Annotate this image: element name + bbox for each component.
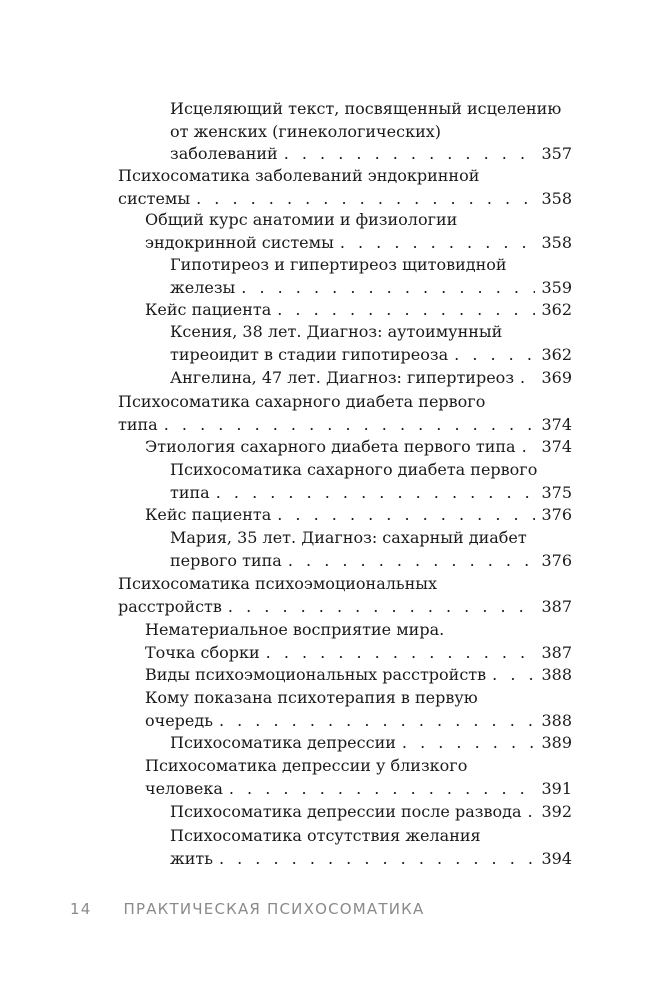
leader-dots xyxy=(492,664,535,686)
toc-page-number: 394 xyxy=(541,848,572,868)
toc-entry-text: человека xyxy=(145,778,223,798)
leader-dots xyxy=(219,848,536,870)
toc-entry-text: заболеваний xyxy=(170,144,278,163)
toc-entry xyxy=(145,504,572,527)
leader-dots xyxy=(522,436,536,458)
toc-entry-text: типа xyxy=(170,482,210,502)
leader-dots xyxy=(229,778,536,800)
toc-entry xyxy=(145,664,572,687)
toc-entry-text: Точка сборки xyxy=(145,642,260,662)
toc-page-number: 387 xyxy=(541,642,572,662)
toc-page-number: 387 xyxy=(541,596,572,616)
toc-entry-text: первого типа xyxy=(170,550,282,570)
toc-entry-text: тиреоидит в стадии гипотиреоза xyxy=(170,344,449,364)
toc-page-number: 392 xyxy=(541,802,572,821)
toc-entry-text: жить xyxy=(170,848,213,868)
leader-dots xyxy=(454,344,535,366)
leader-dots xyxy=(266,642,536,664)
toc-entry xyxy=(145,755,572,800)
toc-page-number: 359 xyxy=(541,277,572,297)
toc-entry xyxy=(145,619,572,664)
toc-page-number: 375 xyxy=(541,482,572,502)
toc-entry-text: Нематериальное восприятие мира. xyxy=(145,620,445,639)
toc-entry xyxy=(170,459,572,504)
leader-dots xyxy=(241,277,535,299)
toc-entry xyxy=(118,391,572,436)
toc-entry xyxy=(145,687,572,732)
toc-entry-text: системы xyxy=(118,188,191,208)
leader-dots xyxy=(216,482,536,504)
toc-page-number: 389 xyxy=(541,733,572,752)
leader-dots xyxy=(228,596,536,618)
toc-page-number: 362 xyxy=(541,300,572,319)
toc-entry xyxy=(170,254,572,299)
leader-dots xyxy=(284,143,536,165)
toc-entry xyxy=(145,299,572,322)
toc-entry xyxy=(170,321,572,366)
toc-entry-text: Психосоматика депрессии после развода xyxy=(170,802,522,821)
toc-page-number: 374 xyxy=(541,437,572,456)
toc-entry-text: эндокринной системы xyxy=(145,232,334,252)
toc-page-number: 358 xyxy=(541,232,572,252)
toc-entry-text: Кейс пациента xyxy=(145,300,272,319)
leader-dots xyxy=(340,232,536,254)
footer-book-title: ПРАКТИЧЕСКАЯ ПСИХОСОМАТИКА xyxy=(123,900,425,918)
toc-entry-text: Кому показана психотерапия в первую xyxy=(145,688,478,707)
toc-entry xyxy=(170,801,572,824)
toc-entry-text: Психосоматика отсутствия желания xyxy=(170,826,481,845)
toc-entry-text: Ксения, 38 лет. Диагноз: аутоимунный xyxy=(170,322,503,341)
leader-dots xyxy=(520,367,535,389)
toc-entry-text: расстройств xyxy=(118,596,222,616)
toc-page-number: 391 xyxy=(541,778,572,798)
toc-entry-text: от женских (гинекологических) xyxy=(170,121,441,141)
toc-entry-text: железы xyxy=(170,277,236,297)
toc-entry-text: Психосоматика заболеваний эндокринной xyxy=(118,166,480,185)
leader-dots xyxy=(196,188,535,210)
toc-entry-text: очередь xyxy=(145,710,213,730)
toc-entry-text: Психосоматика депрессии у близкого xyxy=(145,756,468,775)
leader-dots xyxy=(402,732,536,754)
leader-dots xyxy=(528,801,536,823)
leader-dots xyxy=(164,414,536,436)
toc-entry xyxy=(145,436,572,459)
toc-entry-text: типа xyxy=(118,414,158,434)
toc-page-number: 376 xyxy=(541,550,572,570)
toc-page-number: 369 xyxy=(541,368,572,387)
toc-page-number: 376 xyxy=(541,505,572,524)
toc-entry-text: Психосоматика сахарного диабета первого xyxy=(118,392,486,411)
toc-entry xyxy=(170,98,572,166)
toc-entry xyxy=(170,732,572,755)
toc-page-number: 388 xyxy=(541,710,572,730)
leader-dots xyxy=(288,550,536,572)
toc-entry-text: Исцеляющий текст, посвященный исцелению xyxy=(170,99,562,118)
leader-dots xyxy=(277,299,535,321)
toc-entry-text: Гипотиреоз и гипертиреоз щитовидной xyxy=(170,255,507,274)
leader-dots xyxy=(219,710,536,732)
toc-entry xyxy=(145,209,572,254)
toc-entry-text: Виды психоэмоциональных расстройств xyxy=(145,665,487,684)
toc-page-number: 388 xyxy=(541,665,572,684)
footer-page-number: 14 xyxy=(70,900,92,918)
toc-entry xyxy=(170,527,572,572)
toc-entry-text: Психосоматика сахарного диабета первого xyxy=(170,460,538,479)
toc-page-number: 358 xyxy=(541,188,572,208)
toc-entry-text: Этиология сахарного диабета первого типа xyxy=(145,437,516,456)
toc-entry xyxy=(170,367,572,390)
toc-page-number: 357 xyxy=(541,144,572,163)
toc-entry xyxy=(118,573,572,618)
toc-entry-text: Общий курс анатомии и физиологии xyxy=(145,210,458,229)
toc-entry xyxy=(118,165,572,210)
toc-entry xyxy=(170,825,572,870)
toc-entry-text: Ангелина, 47 лет. Диагноз: гипертиреоз xyxy=(170,368,515,387)
toc-entry-text: Мария, 35 лет. Диагноз: сахарный диабет xyxy=(170,528,527,547)
toc-entry-text: Психосоматика депрессии xyxy=(170,733,396,752)
leader-dots xyxy=(277,504,535,526)
toc-entry-text: Кейс пациента xyxy=(145,505,272,524)
toc-entry-text: Психосоматика психоэмоциональных xyxy=(118,574,438,593)
toc-page-number: 362 xyxy=(541,344,572,364)
toc-page-number: 374 xyxy=(541,414,572,434)
page-footer xyxy=(70,900,424,918)
